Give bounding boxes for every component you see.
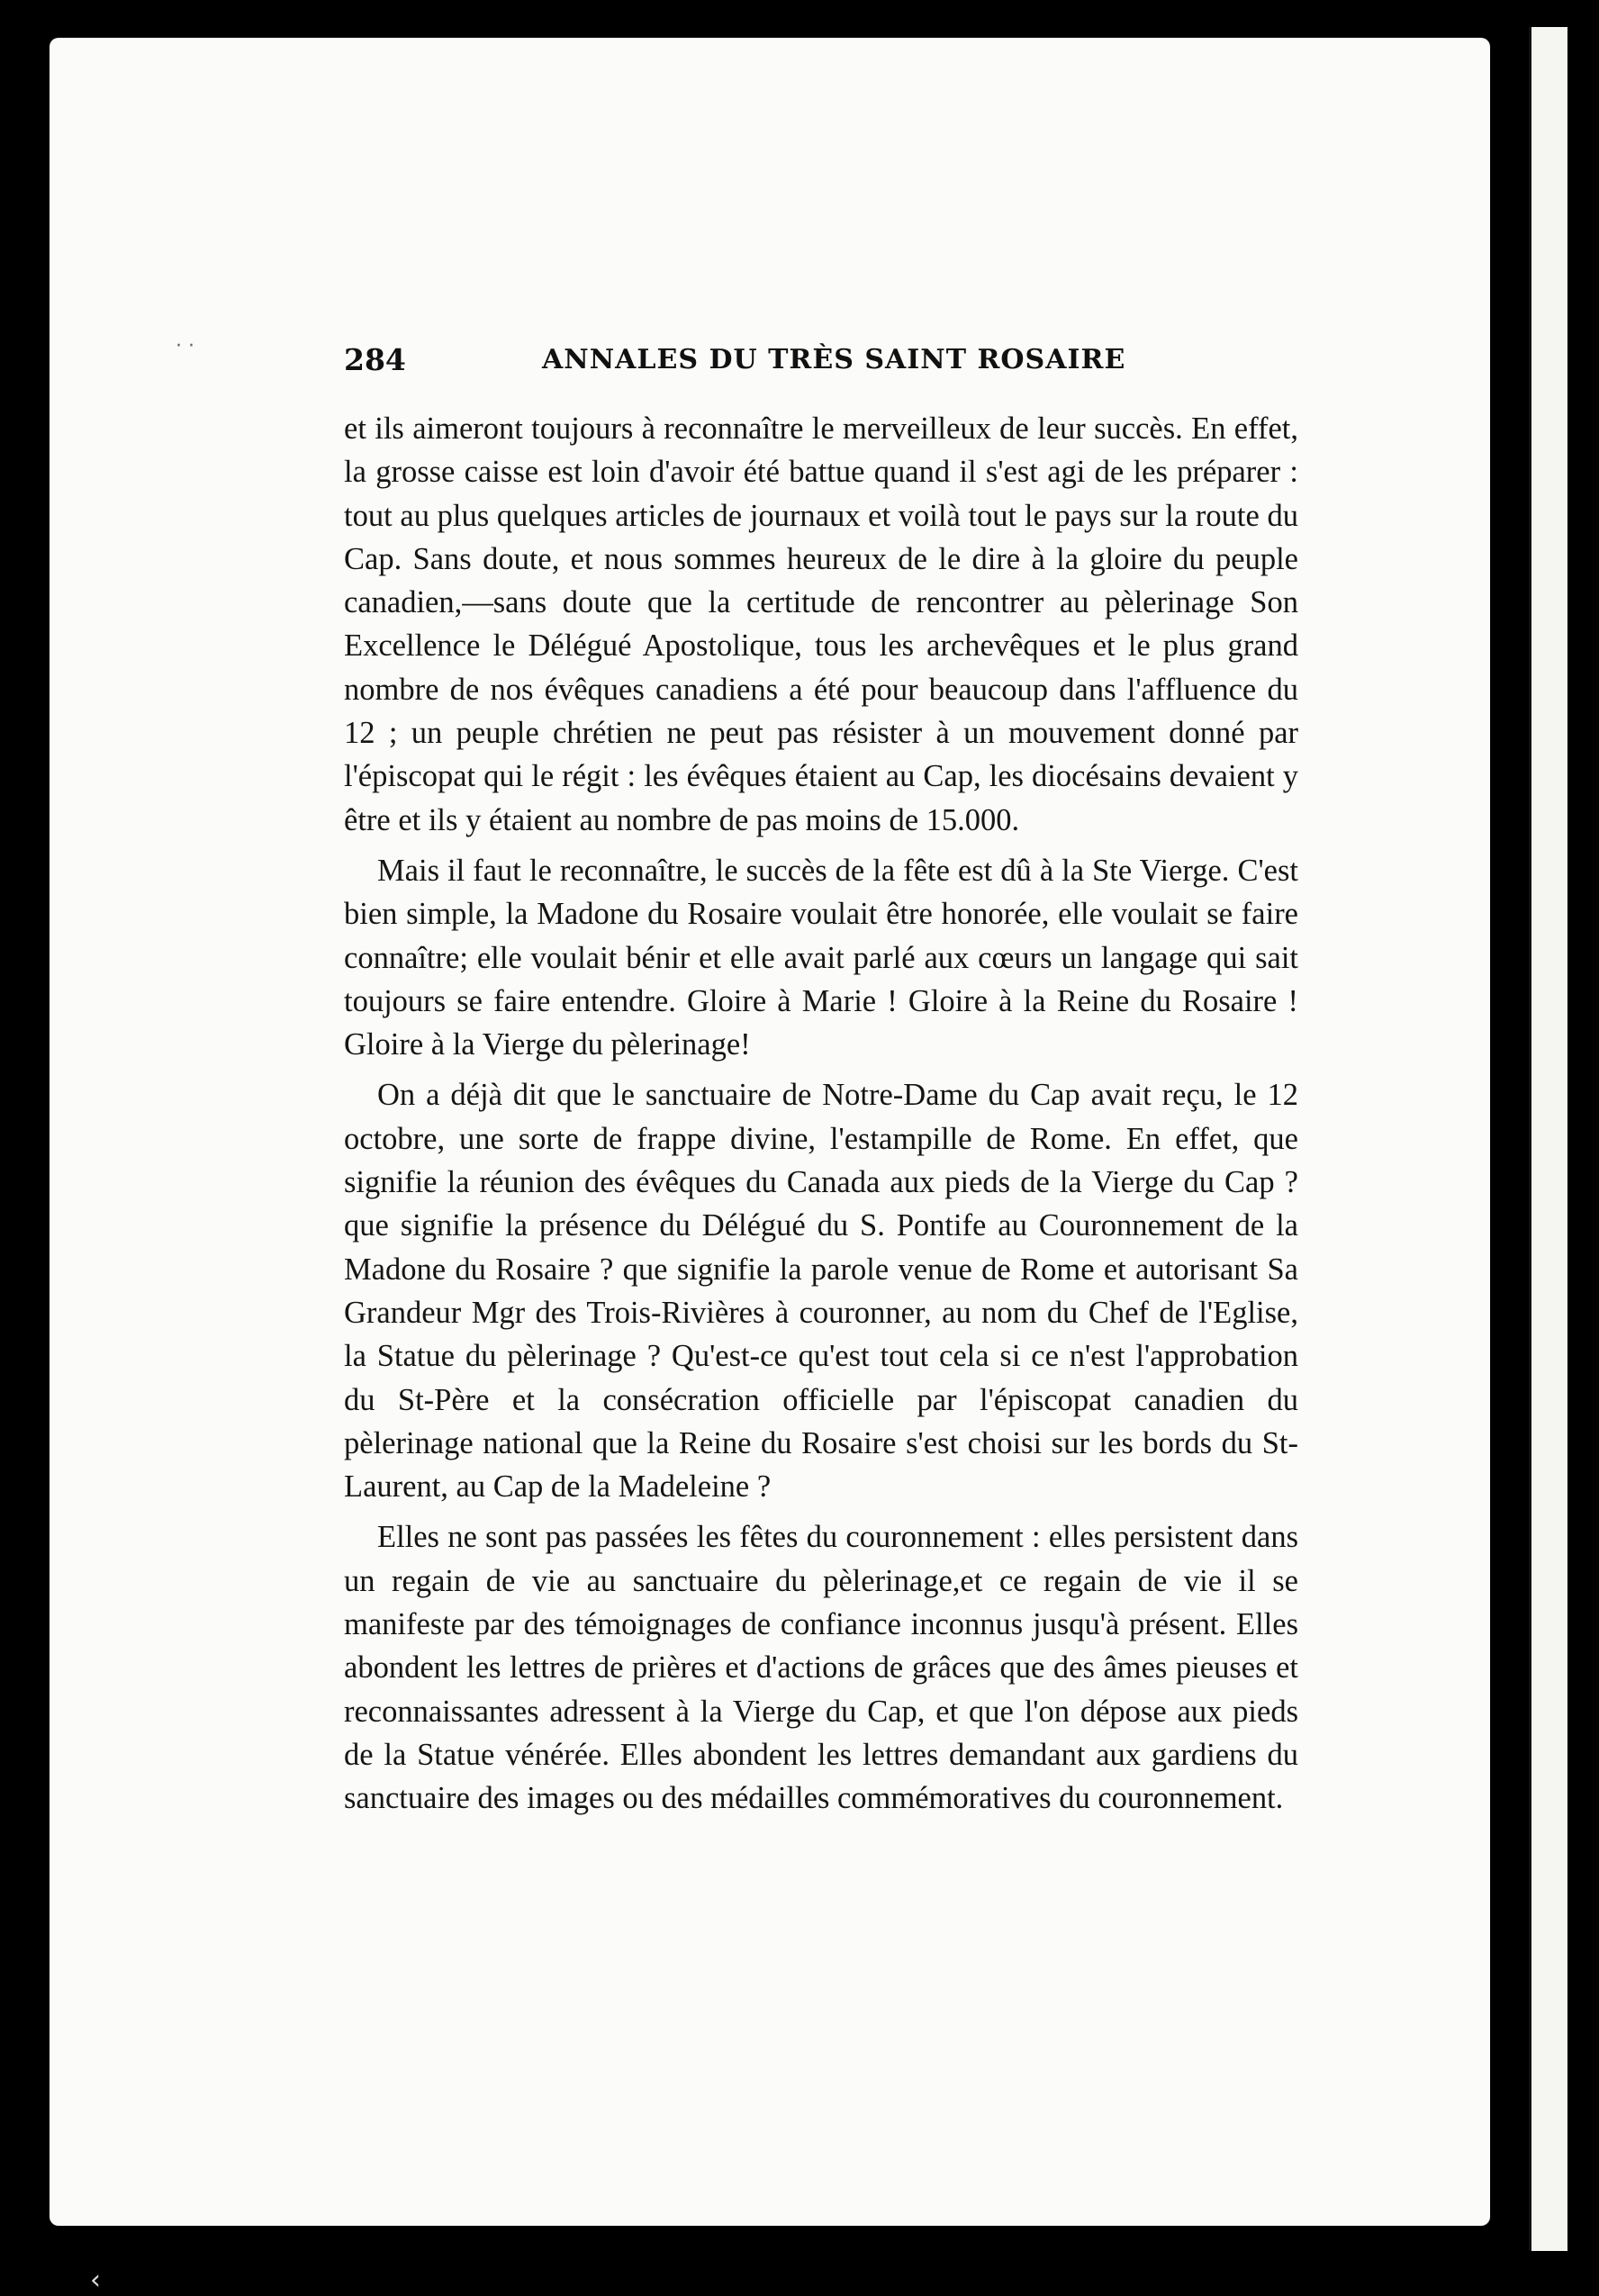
- running-header: [344, 342, 1298, 396]
- paragraph-2: Mais il faut le reconnaître, le succès de la fête est dû à la Ste Vierge. C'est bien simple, la Madone du Rosaire voulait être honorée, elle voulait se faire connaître; elle voulait bénir et elle avait parlé aux cœurs un langage qui sait toujours se faire entendre. Gloire à Marie ! Gloire à la Reine du Rosaire ! Gloire à la Vierge du pèlerinage!: [344, 853, 1298, 1062]
- page-number: 284: [344, 342, 406, 377]
- margin-mark: · ·: [176, 335, 194, 357]
- paragraph-1: et ils aimeront toujours à reconnaître le merveilleux de leur succès. En effet, la grosse caisse est loin d'avoir été battue quand il s'est agi de les préparer : tout au plus quelques articles de journaux et voilà tout le pays sur la route du Cap. Sans doute, et nous sommes heureux de le dire à la gloire du peuple canadien,—sans doute que la certitude de rencontrer au pèlerinage Son Excellence le Délégué Apostolique, tous les archevêques et le plus grand nombre de nos évêques canadiens a été pour beaucoup dans l'affluence du 12 ; un peuple chrétien ne peut pas résister à un mouvement donné par l'épiscopat qui le régit : les évêques étaient au Cap, les diocésains devaient y être et ils y étaient au nombre de pas moins de 15.000.: [344, 411, 1298, 837]
- paragraph-3: On a déjà dit que le sanctuaire de Notre-Dame du Cap avait reçu, le 12 octobre, une sorte de frappe divine, l'estampille de Rome. En effet, que signifie la réunion des évêques du Canada aux pieds de la Vierge du Cap ? que signifie la présence du Délégué du S. Pontife au Couronnement de la Madone du Rosaire ? que signifie la parole venue de Rome et autorisant Sa Grandeur Mgr des Trois-Rivières à couronner, au nom du Chef de l'Eglise, la Statue du pèlerinage ? Qu'est-ce qu'est tout cela si ce n'est l'approbation du St-Père et la consécration officielle par l'épiscopat canadien du pèlerinage national que la Reine du Rosaire s'est choisi sur les bords du St-Laurent, au Cap de la Madeleine ?: [344, 1078, 1298, 1505]
- adjacent-page-edge: [1529, 27, 1567, 2251]
- paragraph-4: Elles ne sont pas passées les fêtes du couronnement : elles persistent dans un regain de vie au sanctuaire du pèlerinage,et ce regain de vie il se manifeste par des témoignages de confiance inconnus jusqu'à présent. Elles abondent les lettres de prières et d'actions de grâces que des âmes pieuses et reconnaissantes adressent à la Vierge du Cap, et que l'on dépose aux pieds de la Statue vénérée. Elles abondent les lettres demandant aux gardiens du sanctuaire des images ou des médailles commémoratives du couronnement.: [344, 1520, 1298, 1816]
- running-title: ANNALES DU TRÈS SAINT ROSAIRE: [542, 344, 1126, 375]
- body-text: [344, 407, 1298, 1821]
- corner-mark: ‹: [90, 2264, 101, 2296]
